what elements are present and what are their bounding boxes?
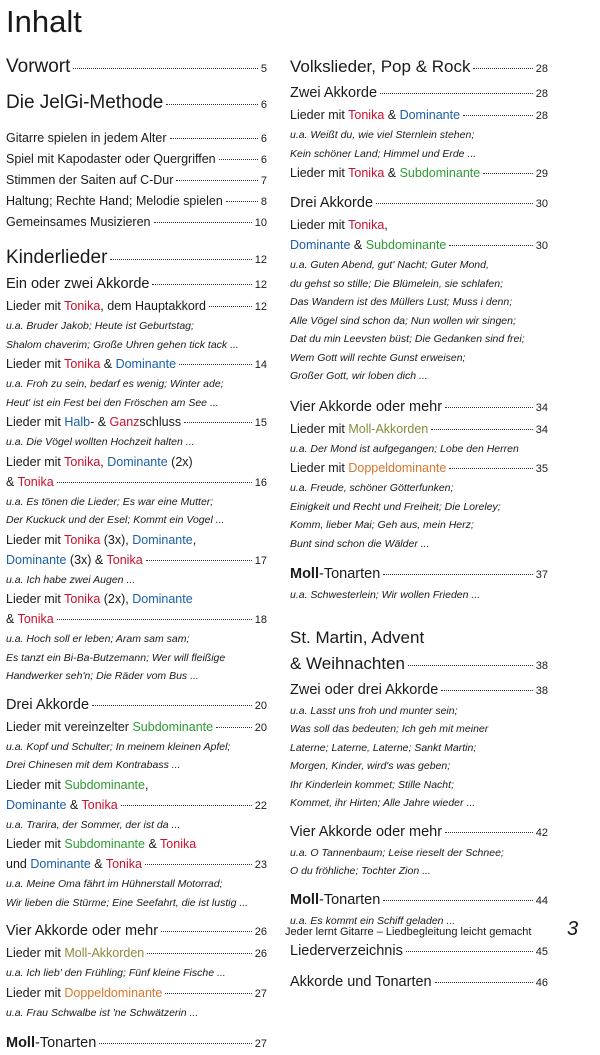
entry-title: Drei Akkorde: [6, 696, 90, 713]
page-number: 28: [535, 110, 548, 122]
page-number: 29: [535, 168, 548, 180]
chord-dominante: Dominante: [132, 592, 193, 606]
entry-title: [290, 419, 428, 439]
text: -Tonarten: [35, 1035, 97, 1051]
page-number: 27: [254, 987, 267, 1000]
song-examples: Was soll das bedeuten; Ich geh mit meiner: [290, 723, 489, 735]
page-number: 20: [254, 721, 267, 734]
chord-doppeldominante: Doppeldominante: [64, 985, 163, 1000]
text: &: [144, 837, 161, 851]
toc-entry-zwei-akkorde[interactable]: [290, 82, 548, 105]
toc-entry-vier-akkorde[interactable]: [290, 396, 548, 419]
toc-entry-jelgi[interactable]: [6, 90, 267, 118]
entry-title: [6, 296, 206, 316]
song-examples: Das Wandern ist des Müllers Lust; Muss i denn;: [290, 296, 513, 308]
text: &: [100, 357, 116, 371]
chord-tonika: Tonika: [17, 474, 54, 489]
toc-entry-tonika-dominante-tonika[interactable]: [6, 472, 267, 493]
dot-leader: [152, 284, 251, 285]
song-examples: Heut' ist ein Fest bei den Fröschen am See ...: [6, 396, 219, 409]
dot-leader: [441, 690, 532, 691]
text: &: [384, 166, 400, 180]
page-number: 38: [535, 684, 548, 697]
chord-tonika: Tonika: [106, 552, 143, 567]
toc-entry-doppeldominante[interactable]: [290, 458, 548, 479]
page-number: 12: [254, 279, 267, 291]
chord-subdominante: Subdominante: [64, 837, 145, 851]
entry-title: [6, 854, 142, 874]
page-number-footer: 3: [567, 918, 579, 940]
song-examples: Handwerker seh'n; Die Räder vom Bus ...: [6, 670, 199, 682]
page-number: 6: [260, 154, 267, 166]
page-number: 38: [535, 659, 548, 672]
text: ,: [192, 532, 197, 547]
page-number: 46: [535, 977, 548, 989]
dot-leader: [161, 931, 252, 932]
page-number: 8: [260, 196, 267, 208]
toc-entry-volkslieder[interactable]: [290, 54, 548, 82]
song-examples: u.a. Lasst uns froh und munter sein;: [290, 704, 458, 717]
chord-tonika: Tonika: [160, 837, 197, 851]
entry-title: Akkorde und Tonarten: [290, 974, 432, 990]
footer-text: Jeder lernt Gitarre – Liedbegleitung leicht gemacht: [285, 926, 532, 938]
song-examples: Einigkeit und Recht und Freiheit; Die Loreley;: [290, 500, 501, 513]
text: Lieder mit vereinzelter: [6, 719, 133, 734]
song-examples: Kein schöner Land; Himmel und Erde ...: [290, 147, 477, 160]
chord-dominante: Dominante: [6, 797, 67, 812]
song-examples: u.a. O Tannenbaum; Leise rieselt der Schnee;: [290, 846, 504, 859]
text: &: [350, 238, 366, 252]
entry-title: [6, 717, 213, 737]
chord-tonika: Tonika: [64, 299, 101, 313]
text: Lieder mit: [6, 837, 65, 851]
text: -Tonarten: [319, 891, 381, 908]
entry-title: [6, 472, 54, 492]
entry-title: Vier Akkorde oder mehr: [290, 823, 443, 840]
entry-title: Vier Akkorde oder mehr: [290, 398, 443, 415]
entry-title: Gitarre spielen in jedem Alter: [6, 131, 167, 145]
entry-title: Spiel mit Kapodaster oder Quergriffen: [6, 152, 216, 166]
text: Moll: [6, 1035, 35, 1051]
toc-entry-vorwort[interactable]: [6, 54, 267, 82]
song-examples: u.a. Ich lieb' den Frühling; Fünf kleine Fische ...: [6, 967, 226, 979]
text: und: [6, 857, 31, 871]
entry-title: Volkslieder, Pop & Rock: [290, 57, 471, 76]
text: Lieder mit: [6, 532, 65, 547]
song-examples: u.a. Freude, schöner Götterfunken;: [290, 482, 454, 494]
dot-leader: [166, 104, 258, 105]
song-examples: du gehst so stille; Die Blümelein, sie schlafen;: [290, 277, 504, 290]
page-number: 14: [254, 359, 267, 371]
toc-entry-line[interactable]: [6, 775, 267, 795]
chord-dominante: Dominante: [290, 238, 351, 252]
dot-leader: [226, 201, 258, 202]
dot-leader: [216, 727, 252, 728]
toc-entry-moll-tonarten[interactable]: [6, 1032, 267, 1055]
page-number: 30: [535, 198, 548, 210]
dot-leader: [99, 1043, 251, 1044]
page-number: 17: [254, 554, 267, 567]
chord-tonika: Tonika: [348, 108, 385, 122]
song-examples: O du fröhliche; Tochter Zion ...: [290, 865, 431, 877]
page-number: 10: [254, 217, 267, 229]
page-number: 37: [535, 569, 548, 581]
entry-title: Drei Akkorde: [290, 195, 374, 211]
chord-subdominante: Subdominante: [64, 777, 145, 792]
entry-title: [290, 458, 446, 478]
text: Lieder mit: [6, 985, 65, 1000]
page-number: 18: [254, 614, 267, 626]
entry-title: Die JelGi-Methode: [6, 92, 164, 113]
page-number: 45: [535, 946, 548, 958]
toc-entry-tonika-2x[interactable]: [6, 609, 267, 630]
page-number: 27: [254, 1038, 267, 1050]
song-examples: Ihr Kinderlein kommet; Stille Nacht;: [290, 778, 454, 791]
song-examples: u.a. Die Vögel wollten Hochzeit halten ...: [6, 436, 195, 448]
dot-leader: [383, 574, 532, 575]
entry-title: [6, 983, 162, 1003]
text: &: [6, 612, 18, 626]
entry-title: [6, 550, 143, 570]
page-number: 23: [254, 859, 267, 871]
chord-tonika: Tonika: [105, 857, 142, 871]
chord-tonika: Tonika: [81, 797, 118, 812]
page-number: 26: [254, 926, 267, 938]
toc-entry-tonika-dominante[interactable]: [6, 354, 267, 375]
toc-left-column: [6, 54, 267, 1055]
toc-entry-kinderlieder[interactable]: [6, 245, 267, 273]
dot-leader: [165, 993, 251, 994]
toc-entry-moll-akkorden[interactable]: [6, 943, 267, 964]
toc-entry-gitarre[interactable]: [6, 128, 267, 149]
chord-dominante: Dominante: [30, 857, 91, 871]
toc-entry-doppeldominante[interactable]: [6, 983, 267, 1004]
text: Lieder mit: [6, 357, 65, 371]
toc-entry-tonika-subdominante[interactable]: [290, 163, 548, 184]
toc-entry-line[interactable]: [6, 530, 267, 550]
page-number: 26: [254, 948, 267, 960]
text: - &: [90, 415, 110, 429]
chord-ganz: Ganz: [109, 415, 140, 429]
toc-entry-drei-akkorde[interactable]: [6, 694, 267, 717]
text: ,: [144, 777, 149, 792]
page-number: 6: [260, 99, 267, 111]
entry-title: [6, 795, 118, 815]
chord-subdominante: Subdominante: [365, 238, 447, 252]
text: (3x),: [100, 532, 133, 547]
dot-leader: [219, 159, 258, 160]
song-examples: u.a. Ich habe zwei Augen ...: [6, 573, 136, 586]
chord-moll: Moll-Akkorden: [348, 421, 429, 436]
song-examples: Bunt sind schon die Wälder ...: [290, 537, 430, 550]
dot-leader: [445, 832, 533, 833]
page-number: 6: [260, 133, 267, 145]
toc-entry-line[interactable]: [290, 215, 548, 235]
song-examples: u.a. Schwesterlein; Wir wollen Frieden ...: [290, 589, 481, 601]
song-examples: u.a. Guten Abend, gut' Nacht; Guter Mond,: [290, 259, 489, 271]
toc-entry-moll-tonarten-2[interactable]: [290, 889, 548, 912]
text: Lieder mit: [6, 946, 65, 960]
page-number: 42: [535, 826, 548, 839]
toc-entry-weihnachten[interactable]: [290, 651, 548, 679]
text: Lieder mit: [6, 454, 65, 469]
text: (2x): [167, 454, 193, 469]
dot-leader: [435, 982, 533, 983]
song-examples: u.a. Es kommt ein Schiff geladen ...: [290, 914, 456, 927]
toc-entry-zwei-oder-drei[interactable]: [290, 679, 548, 702]
song-examples: u.a. Trarira, der Sommer, der ist da ...: [6, 818, 181, 831]
page-number: 16: [254, 476, 267, 489]
text: Moll: [290, 566, 319, 582]
toc-entry-tonika-dominante[interactable]: [290, 105, 548, 126]
toc-entry-akkorde-tonarten[interactable]: [290, 971, 548, 994]
chord-tonika: Tonika: [348, 166, 385, 180]
song-examples: u.a. Der Mond ist aufgegangen; Lobe den Herren: [290, 442, 519, 455]
text: , dem Hauptakkord: [100, 299, 206, 313]
toc-entry-liederverzeichnis[interactable]: [290, 940, 548, 963]
page-number: 20: [254, 699, 267, 712]
page-number: 44: [535, 894, 548, 907]
chord-tonika: Tonika: [64, 454, 101, 469]
text: &: [384, 108, 400, 122]
song-examples: Großer Gott, wir loben dich ...: [290, 370, 428, 382]
text: Lieder mit: [6, 777, 65, 792]
entry-title: & Weihnachten: [290, 653, 405, 673]
song-examples: Drei Chinesen mit dem Kontrabass ...: [6, 759, 181, 771]
section-st-martin: St. Martin, Advent: [290, 627, 425, 647]
entry-title: Vorwort: [6, 56, 71, 77]
entry-title: [290, 163, 480, 183]
page-number: 30: [535, 240, 548, 252]
page-number: 22: [254, 799, 267, 812]
chord-dominante: Dominante: [115, 357, 177, 371]
text: (2x),: [100, 592, 133, 606]
toc-entry-vier-akkorde-2[interactable]: [290, 821, 548, 844]
toc-entry-drei-akkorde[interactable]: [290, 192, 548, 215]
dot-leader: [463, 115, 533, 116]
dot-leader: [380, 93, 533, 94]
toc-entry-line[interactable]: [6, 452, 267, 472]
dot-leader: [408, 665, 533, 666]
chord-dominante: Dominante: [6, 552, 67, 567]
chord-dominante: Dominante: [107, 454, 168, 469]
dot-leader: [110, 259, 251, 260]
text: Lieder mit: [290, 218, 349, 232]
song-examples: u.a. Hoch soll er leben; Aram sam sam;: [6, 633, 190, 645]
toc-entry-line[interactable]: [6, 834, 267, 854]
song-examples: Shalom chaverim; Große Uhren gehen tick tack ...: [6, 338, 239, 351]
dot-leader: [176, 180, 257, 181]
chord-halb: Halb: [64, 415, 91, 429]
text: ,: [384, 218, 388, 232]
song-examples: Alle Vögel sind schon da; Nun wollen wir singen;: [290, 314, 516, 327]
entry-title: [290, 563, 380, 585]
song-examples: u.a. Frau Schwalbe ist 'ne Schwätzerin ...: [6, 1006, 199, 1019]
page-number: 5: [260, 63, 267, 75]
dot-leader: [184, 422, 252, 423]
page-title: Inhalt: [6, 4, 82, 39]
text: Lieder mit: [6, 299, 65, 313]
dot-leader: [146, 560, 252, 561]
chord-moll: Moll-Akkorden: [64, 946, 145, 960]
dot-leader: [147, 953, 252, 954]
song-examples: Wir lieben die Stürme; Eine Seefahrt, die ist lustig ...: [6, 896, 249, 909]
text: &: [90, 857, 106, 871]
dot-leader: [145, 864, 252, 865]
entry-title: Zwei oder drei Akkorde: [290, 681, 439, 698]
entry-title: Ein oder zwei Akkorde: [6, 276, 150, 292]
toc-entry-line[interactable]: [6, 589, 267, 609]
page-number: 7: [260, 175, 267, 187]
chord-doppeldominante: Doppeldominante: [348, 461, 447, 475]
song-examples: Wem Gott will rechte Gunst erweisen;: [290, 351, 466, 364]
text: -Tonarten: [319, 566, 381, 582]
song-examples: u.a. Meine Oma fährt im Hühnerstall Motorrad;: [6, 878, 223, 890]
toc-right-column: [290, 54, 548, 994]
text: Lieder mit: [290, 421, 349, 436]
page-number: 12: [254, 254, 267, 266]
dot-leader: [154, 222, 252, 223]
toc-entry-dominante-subdominante[interactable]: [290, 235, 548, 256]
entry-title: [290, 889, 380, 911]
toc-entry-gemeinsam[interactable]: [6, 212, 267, 233]
entry-title: [6, 1032, 96, 1054]
text: Moll: [290, 891, 319, 908]
toc-entry-ein-oder-zwei[interactable]: [6, 273, 267, 296]
toc-entry-halb-ganzschluss[interactable]: [6, 412, 267, 433]
chord-dominante: Dominante: [132, 532, 193, 547]
page-number: 28: [535, 88, 548, 100]
toc-entry-vereinzelte-subdominante[interactable]: [6, 717, 267, 738]
song-examples: u.a. Weißt du, wie viel Sternlein stehen;: [290, 129, 475, 141]
song-examples: Kommet, ihr Hirten; Alle Jahre wieder ...: [290, 797, 476, 809]
chord-tonika: Tonika: [64, 532, 101, 547]
dot-leader: [473, 68, 532, 69]
text: Lieder mit: [6, 592, 65, 606]
song-examples: Laterne; Laterne, Laterne; Sankt Martin;: [290, 741, 477, 754]
entry-title: Zwei Akkorde: [290, 85, 378, 101]
text: Lieder mit: [290, 461, 349, 475]
toc-entry-haltung[interactable]: [6, 191, 267, 212]
dot-leader: [209, 306, 252, 307]
dot-leader: [383, 900, 532, 901]
song-examples: Es tanzt ein Bi-Ba-Butzemann; Wer will fleißige: [6, 651, 226, 664]
toc-entry-stimmen[interactable]: [6, 170, 267, 191]
dot-leader: [57, 482, 252, 483]
dot-leader: [449, 245, 532, 246]
text: Lieder mit: [290, 108, 349, 122]
entry-title: [290, 235, 446, 255]
chord-dominante: Dominante: [399, 108, 461, 122]
page-number: 35: [535, 463, 548, 475]
entry-title: Stimmen der Saiten auf C-Dur: [6, 173, 174, 187]
dot-leader: [406, 951, 533, 952]
toc-entry-vier-akkorde[interactable]: [6, 920, 267, 943]
text: &: [6, 474, 18, 489]
entry-title: [6, 412, 181, 432]
dot-leader: [121, 805, 252, 806]
text: &: [66, 797, 82, 812]
text: schluss: [139, 415, 182, 429]
dot-leader: [449, 468, 532, 469]
entry-title: Haltung; Rechte Hand; Melodie spielen: [6, 194, 223, 208]
page-number: 34: [535, 401, 548, 414]
chord-tonika: Tonika: [17, 612, 54, 626]
dot-leader: [431, 429, 533, 430]
toc-entry-subdominante-dominante-tonika[interactable]: [6, 795, 267, 816]
entry-title: Gemeinsames Musizieren: [6, 215, 151, 229]
chord-subdominante: Subdominante: [399, 166, 481, 180]
entry-title: [6, 943, 144, 963]
song-examples: u.a. Kopf und Schulter; In meinem kleinen Apfel;: [6, 740, 231, 753]
chord-tonika: Tonika: [64, 357, 101, 371]
toc-entry-moll-akkorden[interactable]: [290, 419, 548, 440]
toc-entry-moll-tonarten[interactable]: [290, 563, 548, 586]
text: Lieder mit: [290, 166, 349, 180]
page-number: 12: [254, 301, 267, 313]
text: ,: [100, 454, 108, 469]
entry-title: [6, 354, 176, 374]
toc-entry-und-dominante-tonika[interactable]: [6, 854, 267, 875]
entry-title: [6, 609, 54, 629]
toc-entry-tonika-haupt[interactable]: [6, 296, 267, 317]
song-examples: Morgen, Kinder, wird's was geben;: [290, 760, 451, 772]
song-examples: Der Kuckuck und der Esel; Kommt ein Vogel ...: [6, 514, 225, 526]
toc-entry-tonika-3x[interactable]: [6, 550, 267, 571]
toc-entry-kapodaster[interactable]: [6, 149, 267, 170]
dot-leader: [376, 203, 533, 204]
dot-leader: [57, 619, 252, 620]
chord-tonika: Tonika: [348, 218, 385, 232]
entry-title: Kinderlieder: [6, 247, 108, 268]
dot-leader: [483, 173, 533, 174]
song-examples: Komm, lieber Mai; Geh aus, mein Herz;: [290, 519, 474, 531]
song-examples: u.a. Froh zu sein, bedarf es wenig; Winter ade;: [6, 378, 224, 390]
chord-tonika: Tonika: [64, 592, 101, 606]
dot-leader: [92, 705, 252, 706]
dot-leader: [445, 407, 533, 408]
song-examples: u.a. Bruder Jakob; Heute ist Geburtstag;: [6, 320, 194, 332]
page-number: 28: [535, 63, 548, 75]
dot-leader: [170, 138, 258, 139]
text: (3x) &: [66, 552, 107, 567]
chord-subdominante: Subdominante: [132, 719, 214, 734]
text: Lieder mit: [6, 415, 65, 429]
song-examples: Dat du min Leevsten büst; Die Gedanken sind frei;: [290, 333, 525, 345]
page-number: 34: [535, 423, 548, 436]
entry-title: Liederverzeichnis: [290, 943, 403, 959]
dot-leader: [73, 68, 257, 69]
entry-title: Vier Akkorde oder mehr: [6, 923, 159, 939]
dot-leader: [179, 364, 252, 365]
entry-title: [290, 105, 460, 125]
page-number: 15: [254, 417, 267, 429]
song-examples: u.a. Es tönen die Lieder; Es war eine Mutter;: [6, 495, 214, 508]
